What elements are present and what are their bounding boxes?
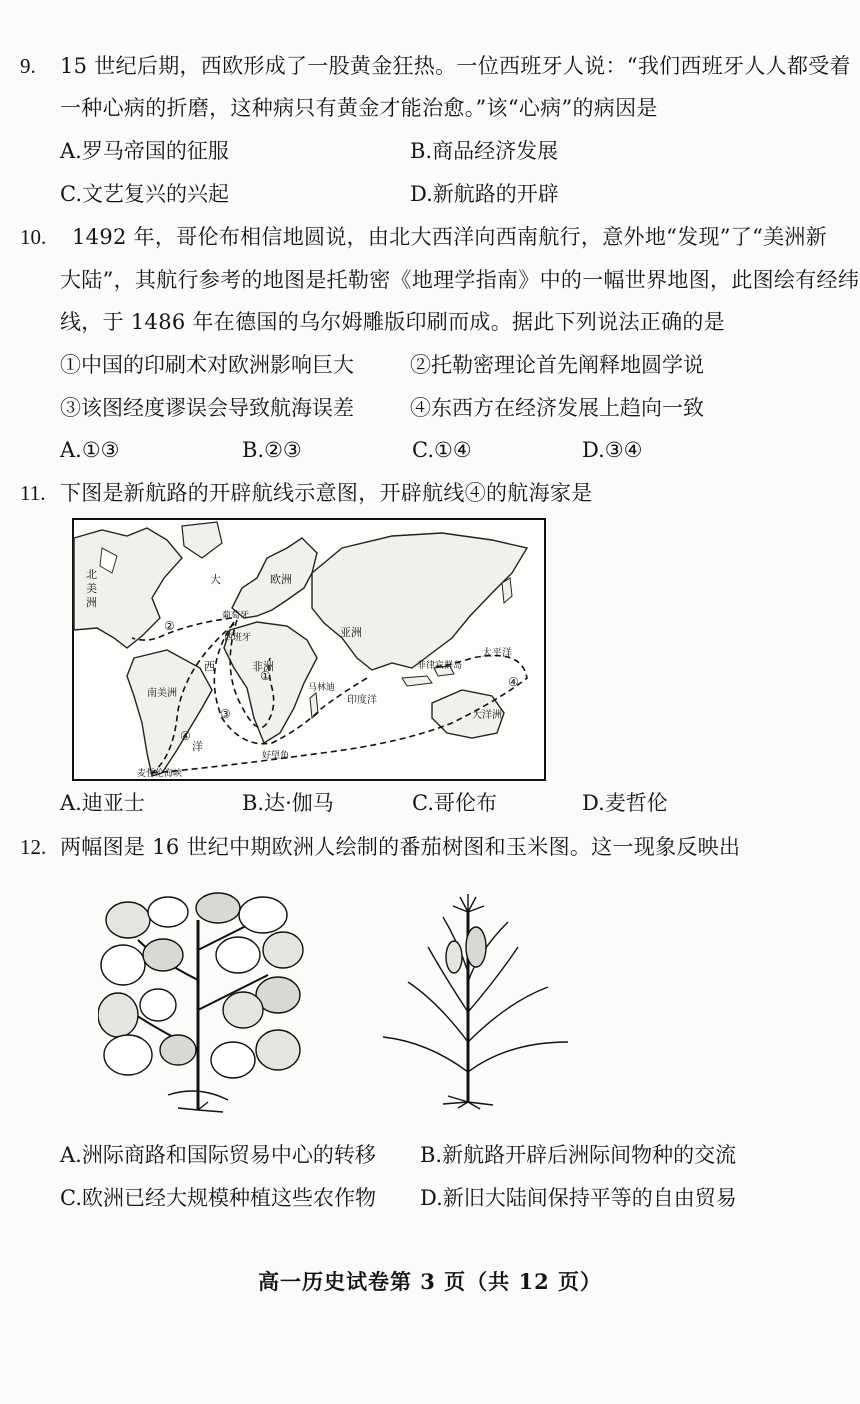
- svg-text:美: 美: [86, 582, 97, 595]
- question-10-option-c: C.①④: [412, 438, 472, 462]
- map-label-asia: 亚洲: [340, 626, 362, 639]
- map-label-europe: 欧洲: [270, 573, 292, 586]
- map-label-spain: 西班牙: [224, 633, 252, 643]
- map-label-route-3: ③: [220, 707, 231, 721]
- question-11-option-d: D.麦哲伦: [582, 791, 668, 815]
- question-10-option-b: B.②③: [242, 438, 302, 462]
- question-10-statement-3: ③该图经度谬误会导致航海误差: [60, 396, 354, 420]
- map-label-africa: 非洲: [252, 660, 274, 673]
- question-9-option-b: B.商品经济发展: [410, 139, 559, 163]
- map-label-south-america: 南美洲: [147, 688, 177, 699]
- question-12-stem: 两幅图是 16 世纪中期欧洲人绘制的番茄树图和玉米图。这一现象反映出: [60, 835, 741, 859]
- question-9-stem-line2: 一种心病的折磨，这种病只有黄金才能治愈。”该“心病”的病因是: [60, 96, 658, 120]
- question-9-stem-line1: 15 世纪后期，西欧形成了一股黄金狂热。一位西班牙人说：“我们西班牙人人都受着: [60, 54, 851, 78]
- question-11-option-c: C.哥伦布: [412, 791, 497, 815]
- map-label-oceania: 大洋洲: [472, 710, 502, 721]
- map-label-magellan-strait: 麦哲伦海峡: [137, 769, 183, 779]
- question-11-option-a: A.迪亚士: [60, 791, 145, 815]
- question-10-statement-1: ①中国的印刷术对欧洲影响巨大: [60, 353, 354, 377]
- map-label-atlantic-1: 大: [210, 573, 221, 586]
- map-label-north-america-1: 北: [86, 568, 97, 581]
- corn-plant-illustration: [368, 892, 588, 1110]
- question-9-option-a: A.罗马帝国的征服: [60, 139, 229, 163]
- question-10-statement-2: ②托勒密理论首先阐释地圆学说: [410, 353, 704, 377]
- question-10-number: 10.: [20, 225, 47, 249]
- map-label-route-4b: ④: [508, 675, 519, 689]
- map-label-atlantic-3: 洋: [192, 740, 203, 753]
- svg-text:洲: 洲: [86, 596, 97, 609]
- question-10-option-a: A.①③: [60, 438, 120, 462]
- map-label-portugal: 葡萄牙: [222, 611, 250, 621]
- map-label-philippines: 菲律宾群岛: [417, 661, 463, 671]
- question-11-stem: 下图是新航路的开辟航线示意图，开辟航线④的航海家是: [60, 481, 593, 505]
- question-10-option-d: D.③④: [582, 438, 643, 462]
- map-label-pacific: 太平洋: [482, 648, 512, 659]
- question-10-statement-4: ④东西方在经济发展上趋向一致: [410, 396, 704, 420]
- map-label-atlantic-2: 西: [204, 660, 215, 673]
- question-10-stem-line3: 线，于 1486 年在德国的乌尔姆雕版印刷而成。据此下列说法正确的是: [60, 310, 725, 334]
- question-10-stem-line1: 1492 年，哥伦布相信地圆说，由北大西洋向西南航行，意外地“发现”了“美洲新: [72, 225, 828, 249]
- tomato-plant-illustration: [98, 890, 308, 1115]
- new-sea-routes-map: [72, 518, 546, 781]
- question-9-option-d: D.新航路的开辟: [410, 182, 559, 206]
- question-9-number: 9.: [20, 54, 36, 78]
- question-12-option-d: D.新旧大陆间保持平等的自由贸易: [420, 1186, 737, 1210]
- question-12-option-a: A.洲际商路和国际贸易中心的转移: [60, 1143, 376, 1167]
- question-11-option-b: B.达·伽马: [242, 791, 334, 815]
- question-12-option-b: B.新航路开辟后洲际间物种的交流: [420, 1143, 737, 1167]
- map-label-route-2: ②: [164, 619, 175, 633]
- map-label-cape: 好望角: [262, 751, 290, 761]
- question-10-stem-line2: 大陆”，其航行参考的地图是托勒密《地理学指南》中的一幅世界地图，此图绘有经纬: [60, 268, 860, 292]
- question-9-option-c: C.文艺复兴的兴起: [60, 182, 229, 206]
- question-12-number: 12.: [20, 835, 47, 859]
- question-12-option-c: C.欧洲已经大规模种植这些农作物: [60, 1186, 376, 1210]
- page-footer: 高一历史试卷第 3 页（共 12 页）: [257, 1269, 603, 1294]
- map-label-route-1: ①: [260, 669, 271, 683]
- map-label-indian-ocean: 印度洋: [347, 695, 377, 706]
- map-label-mozambique: 马林迪: [308, 683, 336, 693]
- map-label-route-4a: ④: [180, 729, 191, 743]
- question-11-number: 11.: [20, 481, 46, 505]
